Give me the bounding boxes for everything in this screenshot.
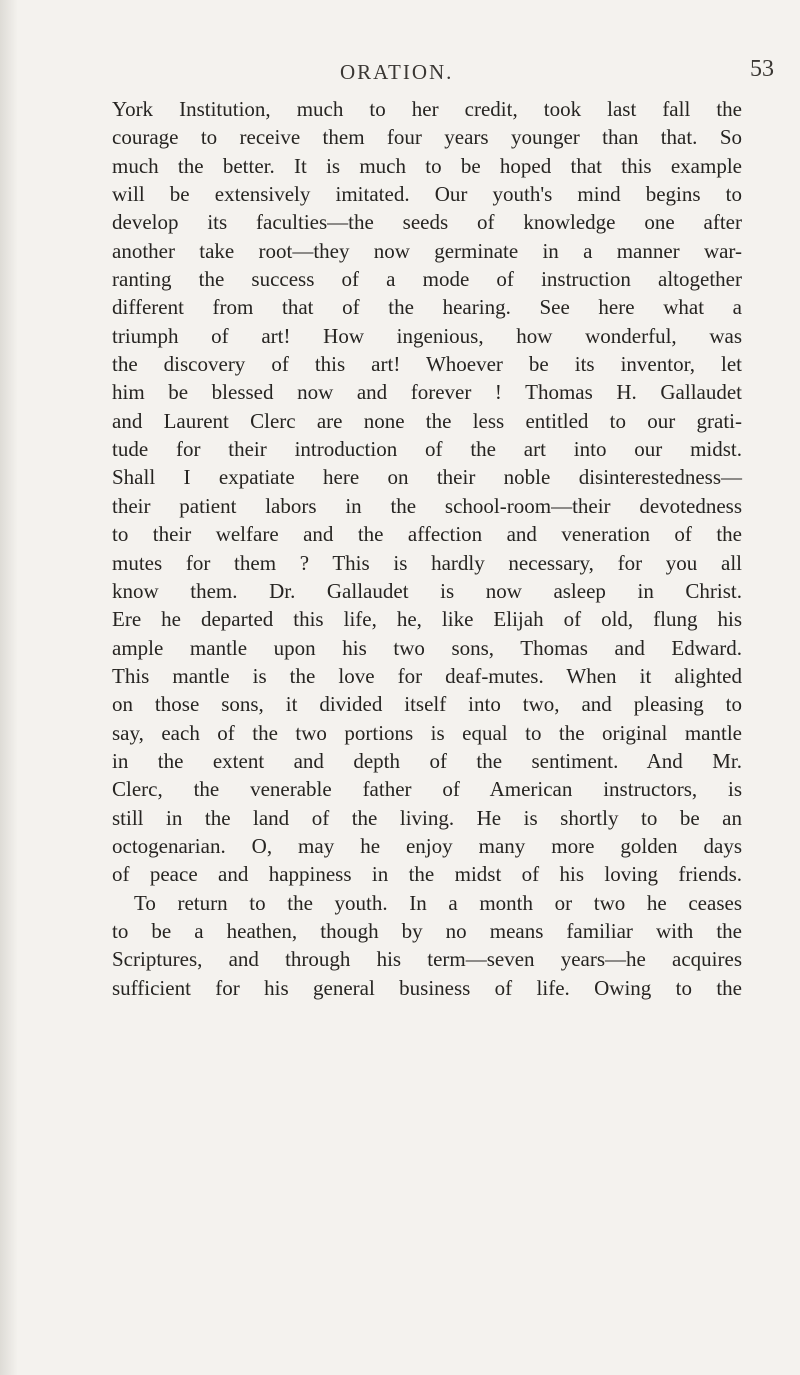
text-line: to be a heathen, though by no means familiar with the [112,918,742,943]
text-line: Shall I expatiate here on their noble disinterestedness— [112,465,742,490]
text-line: know them. Dr. Gallaudet is now asleep in Christ. [112,578,742,603]
text-line: in the extent and depth of the sentiment. And Mr. [112,748,742,773]
text-line: on those sons, it divided itself into two, and pleasing to [112,692,742,717]
body-text [112,95,742,1002]
text-line: York Institution, much to her credit, took last fall the [112,97,742,121]
text-line: the discovery of this art! Whoever be its inventor, let [112,352,742,377]
text-line-paragraph-start: To return to the youth. In a month or two he ceases [134,890,742,915]
text-line: ranting the success of a mode of instruction altogether [112,267,742,292]
page-number: 53 [750,56,774,82]
text-line: will be extensively imitated. Our youth's mind begins to [112,182,742,207]
text-line: him be blessed now and forever ! Thomas H. Gallaudet [112,380,742,405]
text-line: much the better. It is much to be hoped that this example [112,153,742,178]
text-line: mutes for them ? This is hardly necessary, for you all [112,550,742,575]
text-line: another take root—they now germinate in a manner war- [112,238,742,263]
text-line: octogenarian. O, may he enjoy many more golden days [112,833,742,858]
text-line: different from that of the hearing. See here what a [112,295,742,320]
running-title: ORATION. [340,60,454,84]
text-line: their patient labors in the school-room—their devotedness [112,493,742,518]
text-line: courage to receive them four years younger than that. So [112,125,742,150]
text-line: This mantle is the love for deaf-mutes. When it alighted [112,663,742,688]
text-line: of peace and happiness in the midst of his loving friends. [112,862,742,887]
text-line: Ere he departed this life, he, like Elijah of old, flung his [112,607,742,632]
text-line: Clerc, the venerable father of American instructors, is [112,777,742,802]
text-line: sufficient for his general business of life. Owing to the [112,975,742,1000]
text-line: and Laurent Clerc are none the less entitled to our grati- [112,408,742,433]
text-line: to their welfare and the affection and veneration of the [112,522,742,547]
text-line: Scriptures, and through his term—seven years—he acquires [112,947,742,972]
text-line: still in the land of the living. He is shortly to be an [112,805,742,830]
running-head [0,54,800,84]
text-line: tude for their introduction of the art into our midst. [112,437,742,462]
spine-shadow [0,0,18,1375]
text-line: say, each of the two portions is equal to the original mantle [112,720,742,745]
text-line: ample mantle upon his two sons, Thomas and Edward. [112,635,742,660]
text-line: triumph of art! How ingenious, how wonderful, was [112,323,742,348]
text-line: develop its faculties—the seeds of knowledge one after [112,210,742,235]
